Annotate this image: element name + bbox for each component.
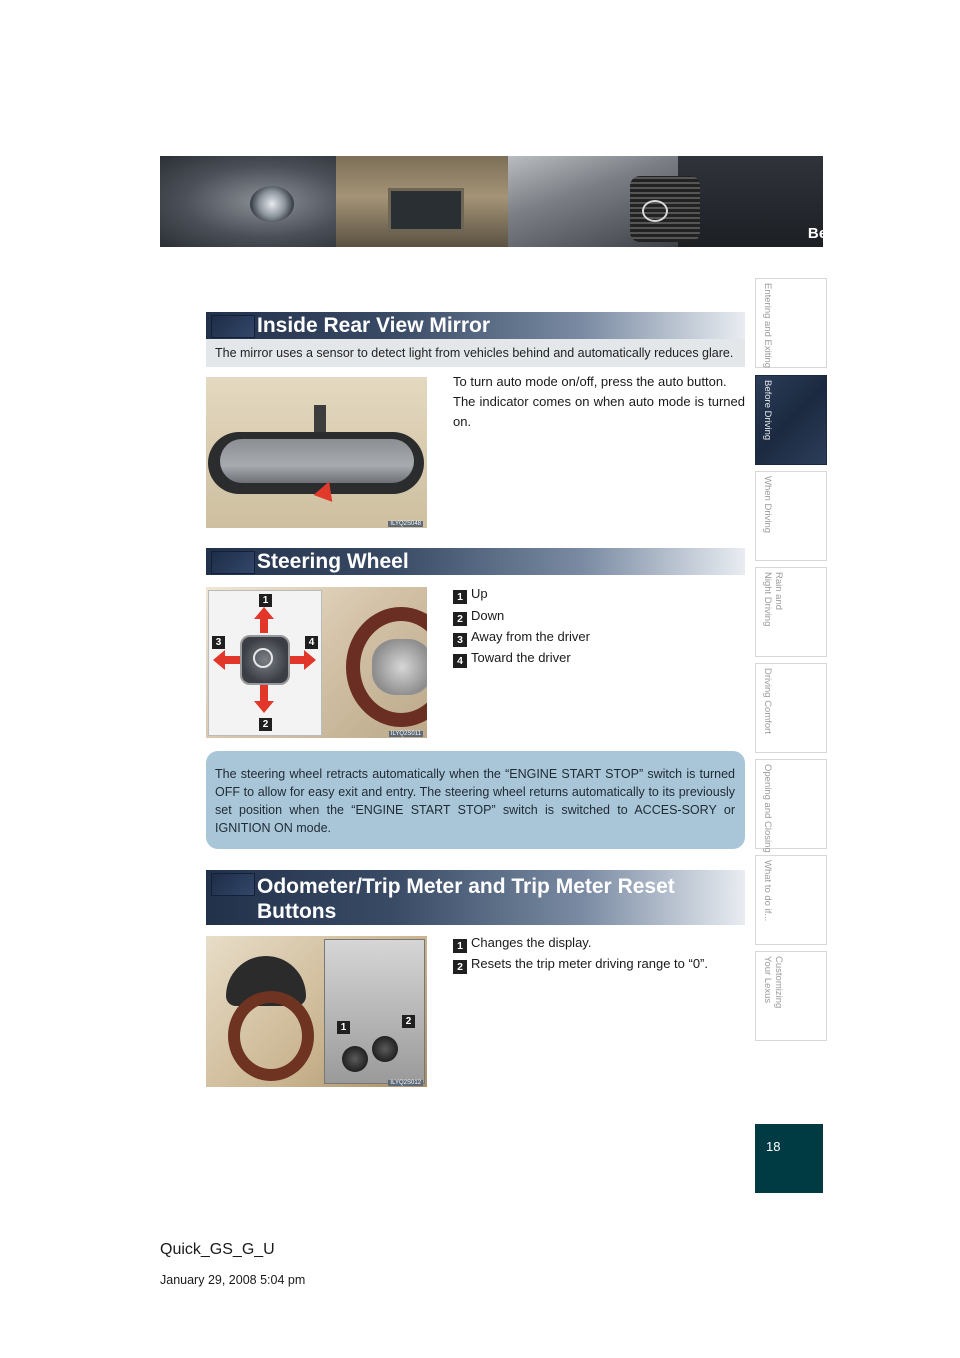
item-number-badge: 2 [453, 960, 467, 974]
item-number-badge: 4 [453, 654, 467, 668]
dashboard-screen-icon [388, 188, 464, 232]
odometer-photo [206, 936, 427, 1087]
side-tab-what-to-do[interactable] [755, 855, 827, 945]
odo-trip-button [342, 1046, 368, 1072]
side-tab-opening-closing[interactable] [755, 759, 827, 853]
item-number-badge: 2 [453, 612, 467, 626]
arrow-right-tip [304, 650, 316, 670]
item-number-badge: 1 [453, 590, 467, 604]
diagram-badge-1: 1 [337, 1021, 350, 1034]
section-header-mirror [206, 312, 745, 339]
side-tab-rain-night-driving[interactable] [755, 567, 827, 657]
diagram-badge-2: 2 [402, 1015, 415, 1028]
section-header-odometer [206, 870, 745, 925]
odometer-item-1 [453, 935, 591, 953]
mirror-intro [206, 339, 745, 367]
arrow-down-tip [254, 701, 274, 713]
headlamp-icon [250, 186, 294, 222]
reset-button [372, 1036, 398, 1062]
banner-headlamp-photo [160, 156, 336, 247]
arrow-left-tip [213, 650, 225, 670]
side-tab-before-driving[interactable] [755, 375, 827, 465]
side-tab-customizing[interactable] [755, 951, 827, 1041]
steering-item-3 [453, 629, 590, 647]
image-code: ILYQ2S012 [390, 1080, 421, 1086]
side-tab-entering-exiting[interactable] [755, 278, 827, 368]
image-code: ILYQ2S011 [390, 731, 421, 737]
arrow-up-tip [254, 607, 274, 619]
page-number: 18 [766, 1139, 781, 1154]
topic-label: Topic 2 [879, 208, 914, 219]
image-code: ILYQ2S048 [390, 521, 421, 527]
side-tab-label: Opening and Closing [762, 764, 773, 853]
footer-filename: Quick_GS_G_U [160, 1241, 275, 1258]
diagram-badge-2: 2 [259, 718, 272, 731]
steering-wheel-photo [206, 587, 427, 738]
mirror-photo [206, 377, 427, 528]
mirror-text-1: To turn auto mode on/off, press the auto button. [453, 374, 727, 389]
arrow-up-icon [260, 617, 268, 633]
diagram-badge-3: 3 [212, 636, 225, 649]
item-number-badge: 1 [453, 939, 467, 953]
item-text: Changes the display. [471, 935, 592, 950]
item-text: Toward the driver [471, 650, 571, 665]
lexus-emblem-icon [642, 200, 668, 222]
section-chip-icon [211, 873, 255, 896]
item-text: Down [471, 608, 505, 623]
steering-wheel-rim [228, 991, 314, 1081]
steering-item-2 [453, 608, 504, 626]
mirror-intro-text: The mirror uses a sensor to detect light from vehicles behind and automatically reduces glare. [215, 346, 734, 360]
section-title-line2: Buttons [257, 900, 337, 923]
section-title-line1: Odometer/Trip Meter and Trip Meter Reset [257, 875, 675, 898]
side-tab-when-driving[interactable] [755, 471, 827, 561]
item-text: Away from the driver [471, 629, 590, 644]
side-tab-label: Before Driving [762, 380, 773, 441]
section-chip-icon [211, 551, 255, 574]
footer-date: January 29, 2008 5:04 pm [160, 1273, 306, 1287]
mirror-text-2: The indicator comes on when auto mode is turned on. [453, 394, 745, 429]
steering-wheel-hub [372, 639, 427, 695]
diagram-badge-1: 1 [259, 594, 272, 607]
arrow-down-icon [260, 685, 268, 701]
section-header-steering [206, 548, 745, 575]
section-title: Inside Rear View Mirror [257, 314, 491, 337]
arrow-left-icon [224, 656, 240, 664]
steering-item-1 [453, 586, 488, 604]
item-number-badge: 3 [453, 633, 467, 647]
mirror-stem [314, 405, 326, 433]
header-banner [160, 156, 823, 247]
side-tab-label: Customizing Your Lexus [762, 956, 784, 1009]
side-tab-driving-comfort[interactable] [755, 663, 827, 753]
mirror-glass [220, 439, 414, 483]
side-tab-label: Rain and Night Driving [762, 572, 784, 627]
side-tab-label: What to do if... [762, 860, 773, 922]
page-number-box [755, 1124, 823, 1193]
steering-item-4 [453, 650, 571, 668]
arrow-right-icon [288, 656, 304, 664]
side-tab-label: When Driving [762, 476, 773, 534]
odometer-item-2 [453, 956, 708, 974]
banner-title: Before Driving [807, 225, 914, 242]
side-tab-label: Entering and Exiting [762, 283, 773, 369]
knob-center-icon [253, 648, 273, 668]
section-chip-icon [211, 315, 255, 338]
steering-note: The steering wheel retracts automatically when the “ENGINE START STOP” switch is turned OFF to allow for easy exit and entry. The steering wheel returns automatically to its previously set position when the “ENGINE START STOP” switch is switched to ACCES-SORY or IGNITION ON mode. [206, 751, 745, 849]
button-panel-inset [324, 939, 425, 1084]
item-text: Up [471, 586, 488, 601]
side-tab-label: Driving Comfort [762, 668, 773, 734]
diagram-badge-4: 4 [305, 636, 318, 649]
item-text: Resets the trip meter driving range to “0”. [471, 956, 708, 971]
section-title: Steering Wheel [257, 550, 409, 573]
